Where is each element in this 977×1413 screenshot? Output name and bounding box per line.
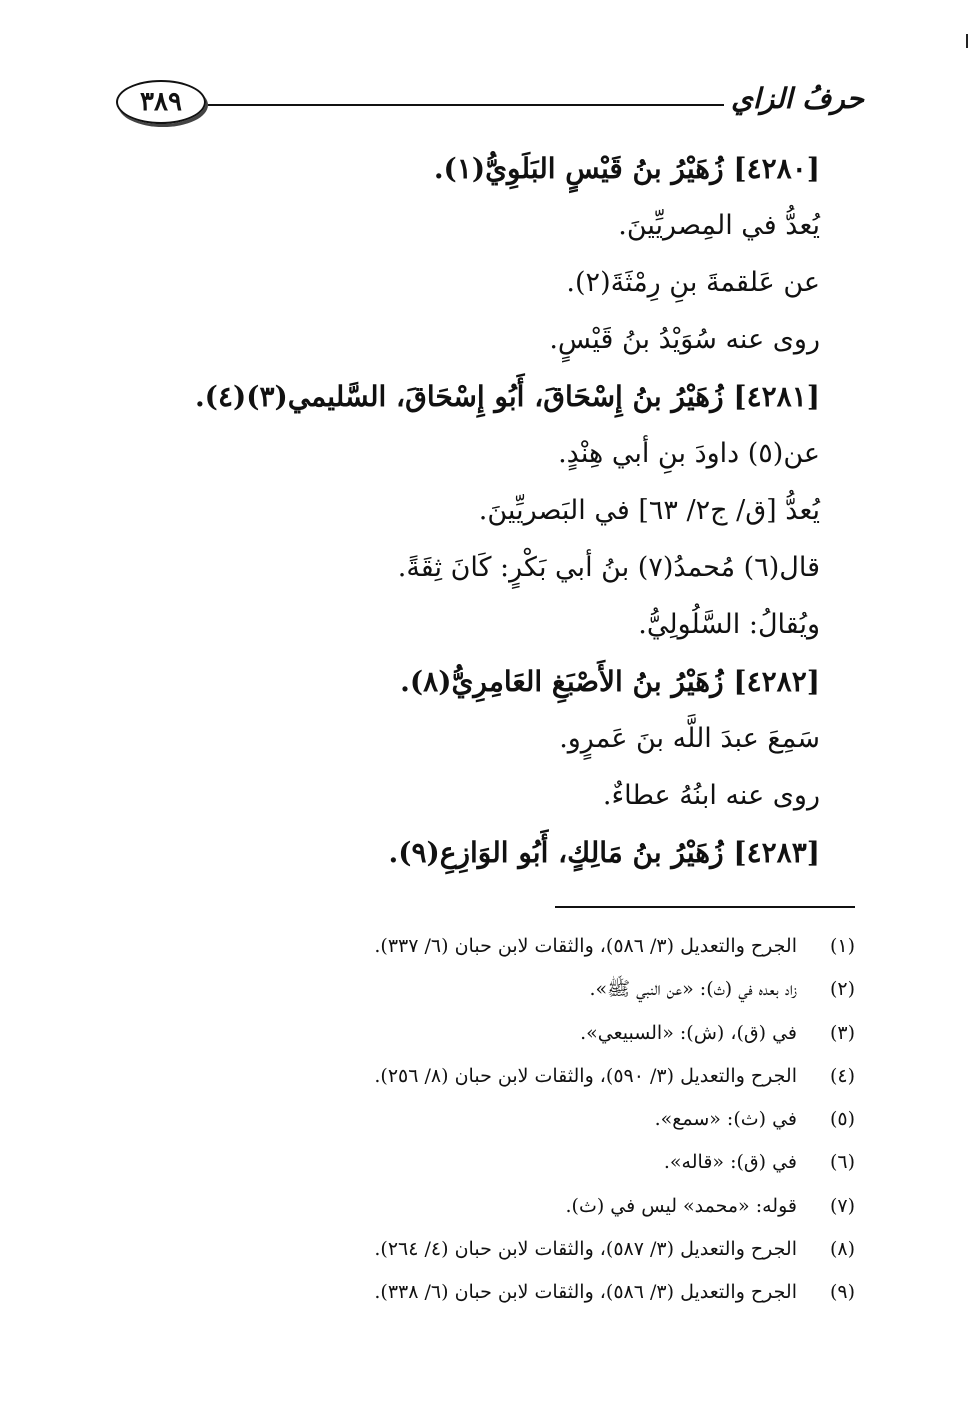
footnote-number: (٩) [829, 1281, 855, 1304]
header-rule [208, 104, 724, 106]
entry-heading: [٤٢٨٣] زُهَيْرُ بنُ مَالِكٍ، أَبُو الوَازِعِ(٩). [388, 836, 820, 869]
running-title: حرفُ الزاي [731, 82, 864, 115]
page-number-badge [116, 80, 206, 124]
text-line: روى عنه ابنُهُ عطاءٌ. [602, 780, 820, 811]
edge-mark [966, 34, 968, 48]
footnote-number: (٤) [829, 1064, 855, 1087]
text-line: قال(٦) مُحمدُ(٧) بنُ أبي بَكْرٍ: كَانَ ثِقَةً. [397, 552, 820, 583]
footnote-text: في (ق)، (ش): «السبيعي». [580, 1021, 797, 1044]
main-text [120, 140, 820, 881]
footnote-number: (١) [829, 935, 855, 957]
entry-heading: [٤٢٨٢] زُهَيْرُ بنُ الأَصْبَغِ العَامِرِيُّ(٨). [400, 665, 820, 698]
text-line: عن عَلقمةَ بنِ رِمْثَةَ(٢). [566, 267, 820, 298]
footnote-number: (٣) [829, 1021, 855, 1044]
footnote-number: (٦) [829, 1151, 855, 1174]
footnote-number: (٢) [829, 978, 855, 1001]
footnote-text: في (ق): «قاله». [663, 1151, 797, 1174]
footnote-text: الجرح والتعديل (٣/ ٥٨٦)، والثقات لابن حبان (٦/ ٣٣٨). [374, 1281, 797, 1304]
footnote [280, 1012, 855, 1055]
footnote-text: زاد بعده في (ث): «عن النبي ﷺ». [589, 978, 797, 1001]
footnotes [280, 925, 855, 1315]
text-line: عن(٥) داودَ بنِ أبي هِنْدٍ. [558, 438, 820, 469]
footnote [280, 1185, 855, 1228]
footnote [280, 1228, 855, 1271]
footnote [280, 1141, 855, 1184]
footnote [280, 1098, 855, 1141]
footnote-number: (٨) [829, 1238, 855, 1261]
footnote-text: الجرح والتعديل (٣/ ٥٨٦)، والثقات لابن حبان (٦/ ٣٣٧). [374, 935, 797, 957]
footnote [280, 1055, 855, 1098]
page-header [108, 78, 864, 128]
footnote-number: (٧) [829, 1194, 855, 1217]
text-line: سَمِعَ عبدَ اللَّه بنَ عَمرٍو. [559, 723, 820, 754]
footnote [280, 1271, 855, 1314]
footnote-text: قوله: «محمد» ليس في (ث). [565, 1194, 797, 1217]
text-line: يُعدُّ في المِصريِّينَ. [618, 210, 820, 241]
entry-heading: [٤٢٨١] زُهَيْرُ بنُ إِسْحَاقَ، أَبُو إِسْحَاقَ، السَّليمي(٣)(٤). [194, 380, 820, 413]
page-number: ٣٨٩ [140, 87, 182, 117]
footnote-number: (٥) [829, 1108, 855, 1131]
text-line: يُعدُّ [ق/ ج٢/ ٦٣] في البَصريِّينَ. [478, 495, 820, 526]
footnote-text: الجرح والتعديل (٣/ ٥٩٠)، والثقات لابن حبان (٨/ ٢٥٦). [374, 1064, 797, 1087]
text-line: ويُقالُ: السَّلُولِيُّ. [638, 609, 820, 640]
footnote [280, 968, 855, 1011]
text-line: روى عنه سُوَيْدُ بنُ قَيْسٍ. [549, 324, 820, 355]
footnote-separator [555, 906, 855, 908]
footnote-text: الجرح والتعديل (٣/ ٥٨٧)، والثقات لابن حبان (٤/ ٢٦٤). [374, 1238, 797, 1261]
footnote-text: في (ث): «سمع». [654, 1108, 797, 1131]
footnote [280, 925, 855, 968]
entry-heading: [٤٢٨٠] زُهَيْرُ بنُ قَيْسٍ البَلَوِيُّ(١). [433, 152, 820, 185]
